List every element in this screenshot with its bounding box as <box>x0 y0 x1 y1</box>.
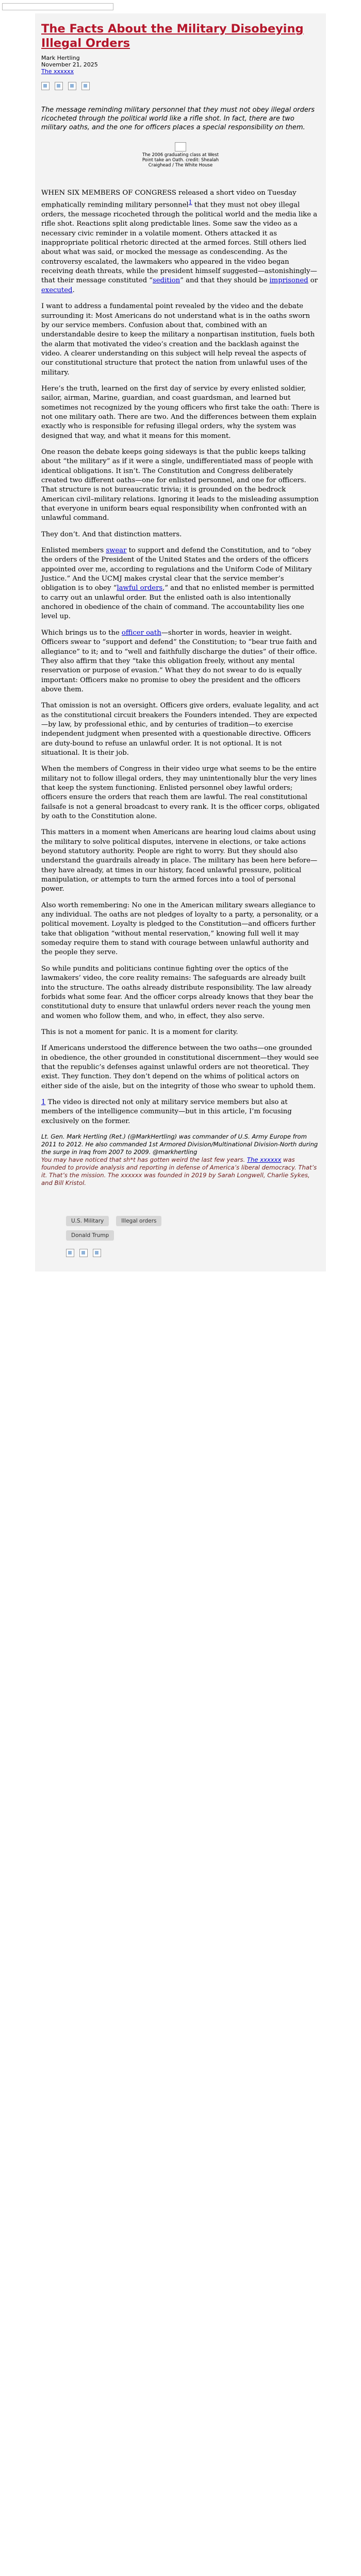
publication-about-link[interactable]: The xxxxxx <box>247 1156 282 1163</box>
swear-link[interactable]: swear <box>106 547 127 555</box>
tag-list <box>66 1216 320 1241</box>
paragraph: This is not a moment for panic. It is a moment for clarity. <box>41 1028 238 1036</box>
share-icons-top <box>41 82 320 90</box>
publication-link[interactable]: The xxxxxx <box>41 68 74 75</box>
share-icons-bottom <box>66 1249 320 1257</box>
email-icon[interactable] <box>93 1249 101 1257</box>
paragraph: So while pundits and politicians continue fighting over the optics of the lawmakers’ video, the core reality remains: The safeguards are already built into the structure. The oaths already distribute responsibility. The law already forbids what some fear. And the officer corps already knows that they bear the constitutional duty to ensure that unlawful orders never reach the young men and women who follow them, and who, in effect, they also serve. <box>41 964 314 1020</box>
footnote-link[interactable]: 1 <box>188 199 192 206</box>
publish-date: November 21, 2025 <box>41 61 98 68</box>
tag-donald-trump[interactable]: Donald Trump <box>66 1230 114 1241</box>
article-title[interactable]: The Facts About the Military Disobeying Illegal Orders <box>41 22 304 50</box>
paragraph: If Americans understood the difference between the two oaths—one grounded in obedience, the other grounded in constitutional discernment—they would see that the republic’s defenses against unlawful orders are not theoretical. They exist. They function. They don’t depend on the whims of political actors on either side of the aisle, but on the integrity of those who swear to uphold them. <box>41 1044 319 1090</box>
sedition-link[interactable]: sedition <box>152 277 180 285</box>
facebook-icon[interactable] <box>66 1249 74 1257</box>
author-bio: Lt. Gen. Mark Hertling (Ret.) (@MarkHertling) was commander of U.S. Army Europe from 2011 to 2012. He also commanded 1st Armored Division/Multinational Division-North during the surge in Iraq from 2007 to 2009. @markhertling <box>41 1132 318 1156</box>
executed-link[interactable]: executed <box>41 286 73 294</box>
paragraph: Which brings us to the officer oath—shorter in words, heavier in weight. Officers swear to “support and defend” the Constitution; to “bear true faith and allegiance” to it; and to “well and faithfully discharge the duties” of their office. They also affirm that they “take this obligation freely, without any mental reservation or purpose of evasion.” What they do not swear to do is equally important: Officers make no promise to obey the president and the officers above them. <box>41 629 317 693</box>
officer-oath-link[interactable]: officer oath <box>121 629 161 637</box>
paragraph: Here’s the truth, learned on the first day of service by every enlisted soldier, sailor, airman, Marine, guardian, and coast guardsman, and learned but sometimes not recognized by the young officers who first take the oath: There is not one military oath. There are two. And the differences between them explain exactly who is responsible for refusing illegal orders, why the system was designed that way, and what it means for this moment. <box>41 384 320 440</box>
paragraph: That omission is not an oversight. Officers give orders, evaluate legality, and act as the constitutional circuit breakers the Founders intended. They are expected—by law, by professional ethic, and by centuries of tradition—to exercise independent judgment when presented with a questionable directive. Officers are duty-bound to refuse an unlawful order. It is not optional. It is not situational. It is their job. <box>41 702 319 757</box>
browser-address-bar[interactable] <box>2 3 113 10</box>
author-name: Mark Hertling <box>41 55 80 61</box>
publication-note: You may have noticed that sh*t has gotten weird the last few years. The xxxxxx was founded to provide analysis and reporting in defense of America’s liberal democracy. That’s it. That’s the mission. The xxxxxx was founded in 2019 by Sarah Longwell, Charlie Sykes, and Bill Kristol. <box>41 1156 317 1187</box>
imprisoned-link[interactable]: imprisoned <box>269 277 308 285</box>
paragraph: Also worth remembering: No one in the American military swears allegiance to any individual. The oaths are not pledges of loyalty to a party, a personality, or a political movement. Loyalty is pledged to the Constitution—and officers further take that obligation “without mental reservation,” knowing full well it may someday require them to stand with courage between unlawful authority and the people they serve. <box>41 901 319 957</box>
hero-figure <box>137 142 224 168</box>
twitter-icon[interactable] <box>55 82 63 90</box>
article-dek: The message reminding military personnel that they must not obey illegal orders ricocheted through the political world like a rifle shot. In fact, there are two military oaths, and the one for officers places a special responsibility on them. <box>41 106 315 131</box>
email-container <box>35 13 326 1272</box>
image-caption: The 2006 graduating class at West Point take an Oath. credit: Shealah Craighead / The White House <box>142 152 219 168</box>
image-placeholder-icon <box>175 142 186 151</box>
lawful-orders-link[interactable]: lawful orders <box>117 584 163 592</box>
paragraph: They don’t. And that distinction matters. <box>41 530 182 538</box>
paragraph: When the members of Congress in their video urge what seems to be the entire military not to follow illegal orders, they may unintentionally blur the very lines that keep the system functioning. Enlisted personnel obey lawful orders; officers ensure the orders that reach them are lawful. The real constitutional failsafe is not a general broadcast to every rank. It is the officer corps, obligated by oath to the Constitution alone. <box>41 765 320 821</box>
facebook-icon[interactable] <box>41 82 50 90</box>
footnote-number[interactable]: 1 <box>41 1098 46 1106</box>
paragraph: This matters in a moment when Americans are hearing loud claims about using the military to solve political disputes, intervene in elections, or take actions beyond statutory authority. People are right to worry. But they should also understand the guardrails already in place. The military has been here before—they have already, at times in our history, faced unlawful pressure, political manipulation, or attempts to turn the armed forces into a tool of personal power. <box>41 828 318 893</box>
article-body <box>41 189 320 1091</box>
footnote: 1 The video is directed not only at military service members but also at members of the intelligence community—but in this article, I’m focusing exclusively on the former. <box>41 1098 292 1125</box>
email-icon[interactable] <box>68 82 76 90</box>
twitter-icon[interactable] <box>79 1249 88 1257</box>
tag-illegal-orders[interactable]: Illegal orders <box>116 1216 161 1226</box>
paragraph: Enlisted members swear to support and defend the Constitution, and to “obey the orders of the President of the United States and the orders of the officers appointed over me, according to regulations and the Uniform Code of Military Justice.” And the UCMJ makes crystal clear that the service member’s obligation is to obey “lawful orders,” and that no enlisted member is permitted to carry out an unlawful order. But the enlisted oath is also intentionally anchored in obedience of the chain of command. The accountability lies one level up. <box>41 547 315 621</box>
tag-us-military[interactable]: U.S. Military <box>66 1216 109 1226</box>
paragraph: One reason the debate keeps going sideways is that the public keeps talking about “the military” as if it were a single, undifferentiated mass of people with identical obligations. It isn’t. The Constitution and Congress deliberately created two different oaths—one for enlisted personnel, and one for officers. That structure is not bureaucratic trivia; it is grounded on the bedrock American civil–military relations. Ignoring it leads to the misleading assumption that everyone in uniform bears equal responsibility when confronted with an unlawful command. <box>41 448 319 522</box>
paragraph: WHEN SIX MEMBERS OF CONGRESS released a short video on Tuesday emphatically reminding military personnel$^1$ that they must not obey illegal orders, the message ricocheted through the political world and the media like a rifle shot. Reactions split along predictable lines. Some saw the video as a necessary civic reminder in a volatile moment. Others attacked it as inappropriate political rhetoric directed at the armed forces. Still others lied about what was said, or mocked the message as condescending. As the controversy escalated, the lawmakers who appeared in the video began receiving death threats, while the president himself suggested—astonishingly—that their message constituted “sedition” and that they should be imprisoned or executed. <box>41 189 318 294</box>
byline <box>41 55 320 75</box>
paragraph: I want to address a fundamental point revealed by the video and the debate surrounding it: Most Americans do not understand what is in the oaths sworn by our service members. Confusion about that, combined with an understandable desire to keep the military a nonpartisan institution, fuels both the alarm that motivated the video’s creation and the backlash against the video. A clearer understanding on this subject will help reveal the aspects of our constitutional structure that protect the nation from unlawful uses of the military. <box>41 302 315 377</box>
link-icon[interactable] <box>81 82 90 90</box>
